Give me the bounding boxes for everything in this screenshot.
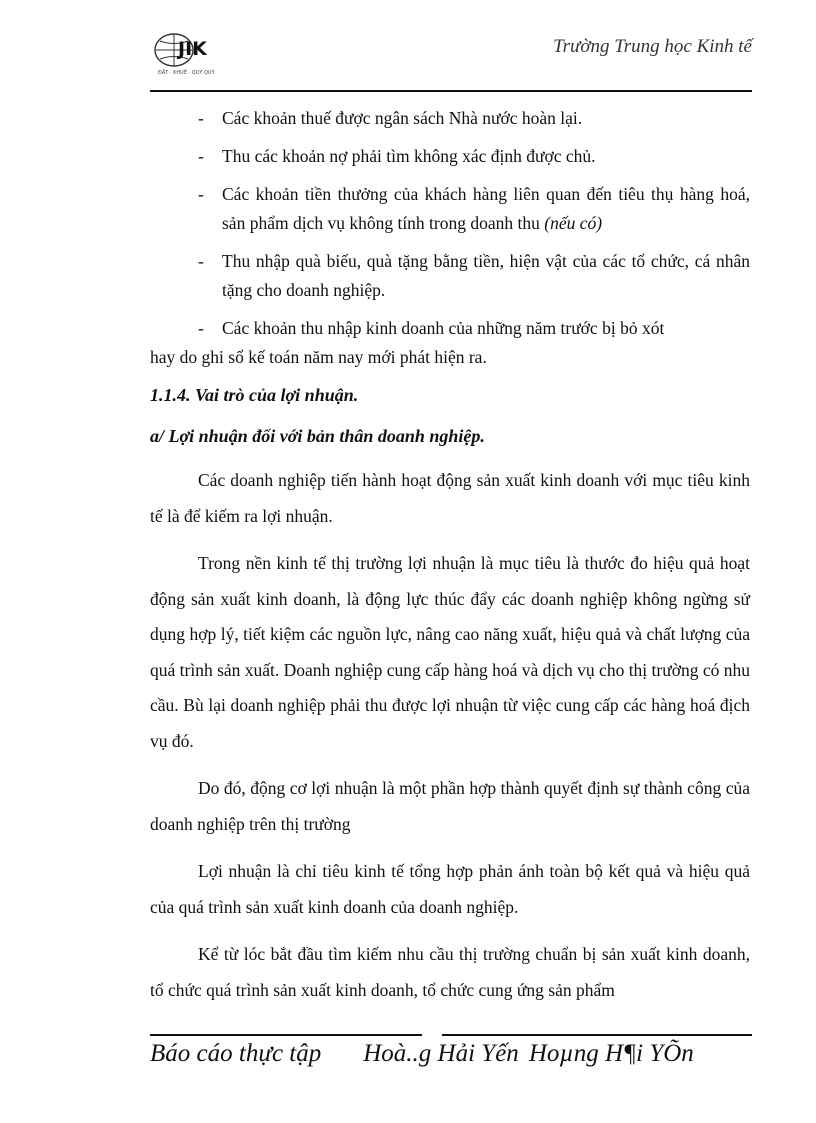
header-divider bbox=[150, 90, 752, 92]
list-item: - Thu các khoản nợ phải tìm không xác định được chủ. bbox=[198, 146, 596, 166]
footer-author-garbled: Hoµng H¶i YÕn bbox=[528, 1040, 694, 1067]
paragraph: Kể từ lóc bắt đầu tìm kiếm nhu cầu thị trường chuẩn bị sản xuất kinh doanh, tổ chức quá trình sản xuất kinh doanh, tổ chức cung ứng sản phẩm bbox=[150, 944, 750, 1000]
page-content bbox=[150, 104, 750, 1008]
paragraph: Lợi nhuận là chỉ tiêu kinh tế tổng hợp phản ánh toàn bộ kết quả và hiệu quả của quá trình sản xuất kinh doanh của doanh nghiệp. bbox=[150, 861, 750, 917]
section-subheading: a/ Lợi nhuận đối với bản thân doanh nghiệp. bbox=[150, 426, 485, 446]
paragraph: Trong nền kinh tế thị trường lợi nhuận là mục tiêu là thước đo hiệu quả hoạt động sản xuất kinh doanh, là động lực thúc đẩy các doanh nghiệp không ngừng sử dụng hợp lý, tiết kiệm các nguồn lực, nâng cao năng xuất, hiệu quả và chất lượng của quá trình sản xuất. Doanh nghiệp cung cấp hàng hoá và dịch vụ cho thị trường có nhu cầu. Bù lại doanh nghiệp phải thu được lợi nhuận từ việc cung cấp các hàng hoá địch vụ đó. bbox=[150, 553, 750, 751]
footer-author: Hoà..g Hải Yến bbox=[363, 1040, 519, 1067]
header-school-name: Trường Trung học Kinh tế bbox=[553, 36, 752, 57]
paragraph: Do đó, động cơ lợi nhuận là một phần hợp thành quyết định sự thành công của doanh nghiệp trên thị trường bbox=[150, 778, 750, 834]
list-item: - Các khoản thuế được ngân sách Nhà nước hoàn lại. bbox=[198, 108, 583, 128]
list-item: - Các khoản thu nhập kinh doanh của những năm trước bị bỏ xót hay do ghi sổ kế toán năm nay mới phát hiện ra. bbox=[150, 318, 665, 367]
logo-text: JIK bbox=[178, 38, 207, 60]
footer bbox=[150, 1040, 752, 1068]
income-list bbox=[150, 104, 750, 372]
footer-divider-right bbox=[442, 1034, 752, 1036]
list-item-note: (nếu có) bbox=[544, 213, 603, 233]
section-heading: 1.1.4. Vai trò của lợi nhuận. bbox=[150, 385, 359, 405]
footer-divider-left bbox=[150, 1034, 422, 1036]
paragraph: Các doanh nghiệp tiến hành hoạt động sản xuất kinh doanh với mục tiêu kinh tế là để kiếm ra lợi nhuận. bbox=[150, 470, 750, 526]
list-item: - Thu nhập quà biếu, quà tặng bằng tiền, hiện vật của các tổ chức, cá nhân tặng cho doanh nghiệp. bbox=[198, 251, 750, 300]
footer-report-label: Báo cáo thực tập bbox=[150, 1040, 322, 1067]
school-logo bbox=[152, 30, 224, 76]
list-item: - Các khoản tiền thưởng của khách hàng liên quan đến tiêu thụ hàng hoá, sản phẩm dịch vụ không tính trong doanh thu (nếu có) bbox=[198, 184, 750, 233]
logo-subtext: ĐẤT · KHUÊ · QUÝ QUỲ bbox=[158, 70, 215, 76]
